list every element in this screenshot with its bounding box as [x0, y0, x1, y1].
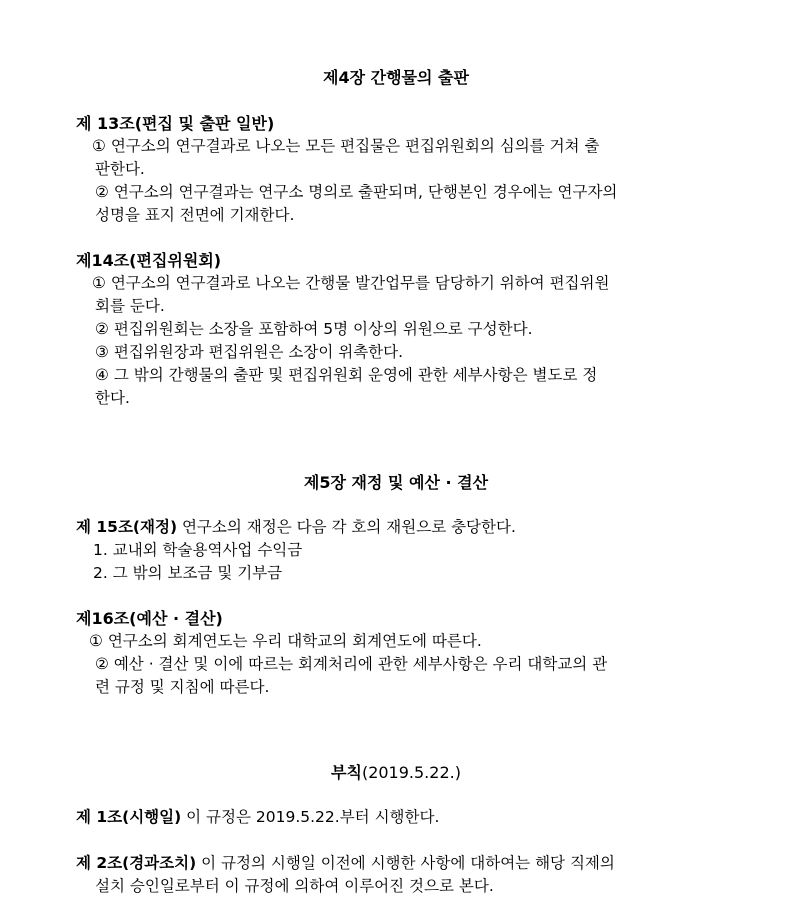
addendum-article-1-title: 제 1조(시행일) — [76, 808, 182, 826]
article-14-para-4-cont: 한다. — [95, 389, 130, 407]
article-16-title: 제16조(예산 · 결산) — [76, 609, 223, 628]
article-14-title: 제14조(편집위원회) — [76, 251, 222, 270]
article-14-para-3: ③ 편집위원장과 편집위원은 소장이 위촉한다. — [95, 343, 404, 361]
addendum-date: (2019.5.22.) — [361, 763, 461, 782]
article-13-para-1: ① 연구소의 연구결과로 나오는 모든 편집물은 편집위원회의 심의를 거쳐 출 — [92, 137, 600, 155]
addendum-article-2 — [76, 852, 716, 875]
addendum-heading — [0, 761, 792, 784]
chapter-5-title: 제5장 재정 및 예산 · 결산 — [303, 473, 489, 492]
article-14-para-1-cont: 회를 둔다. — [95, 297, 165, 315]
addendum-article-1-text: 이 규정은 2019.5.22.부터 시행한다. — [181, 808, 440, 826]
article-14-para-2: ② 편집위원회는 소장을 포함하여 5명 이상의 위원으로 구성한다. — [95, 320, 533, 338]
article-13-title: 제 13조(편집 및 출판 일반) — [76, 114, 275, 133]
article-16-para-2: ② 예산 · 결산 및 이에 따르는 회계처리에 관한 세부사항은 우리 대학교의 관 — [95, 655, 608, 673]
article-13-para-1-cont: 판한다. — [95, 160, 145, 178]
addendum-article-2-cont: 설치 승인일로부터 이 규정에 의하여 이루어진 것으로 본다. — [95, 877, 494, 895]
article-13-para-2-cont: 성명을 표지 전면에 기재한다. — [95, 206, 295, 224]
article-14-para-1: ① 연구소의 연구결과로 나오는 간행물 발간업무를 담당하기 위하여 편집위원 — [92, 274, 610, 292]
article-15-text: 연구소의 재정은 다음 각 호의 재원으로 충당한다. — [177, 518, 516, 536]
chapter-4-title: 제4장 간행물의 출판 — [323, 68, 469, 87]
article-15-title: 제 15조(재정) — [76, 518, 178, 536]
article-13-para-2: ② 연구소의 연구결과는 연구소 명의로 출판되며, 단행본인 경우에는 연구자의 — [95, 183, 618, 201]
addendum-article-1 — [76, 806, 716, 829]
article-14-para-4: ④ 그 밖의 간행물의 출판 및 편집위원회 운영에 관한 세부사항은 별도로 정 — [95, 366, 598, 384]
article-16-para-2-cont: 련 규정 및 지침에 따른다. — [95, 678, 270, 696]
addendum-article-2-title: 제 2조(경과조치) — [76, 854, 197, 872]
article-15-item-1: 1. 교내외 학술용역사업 수익금 — [93, 541, 303, 559]
addendum-article-2-text: 이 규정의 시행일 이전에 시행한 사항에 대하여는 해당 직제의 — [196, 854, 615, 872]
article-16-para-1: ① 연구소의 회계연도는 우리 대학교의 회계연도에 따른다. — [89, 632, 482, 650]
article-15-item-2: 2. 그 밖의 보조금 및 기부금 — [93, 564, 283, 582]
article-15 — [76, 516, 716, 539]
addendum-title: 부칙 — [331, 763, 362, 782]
